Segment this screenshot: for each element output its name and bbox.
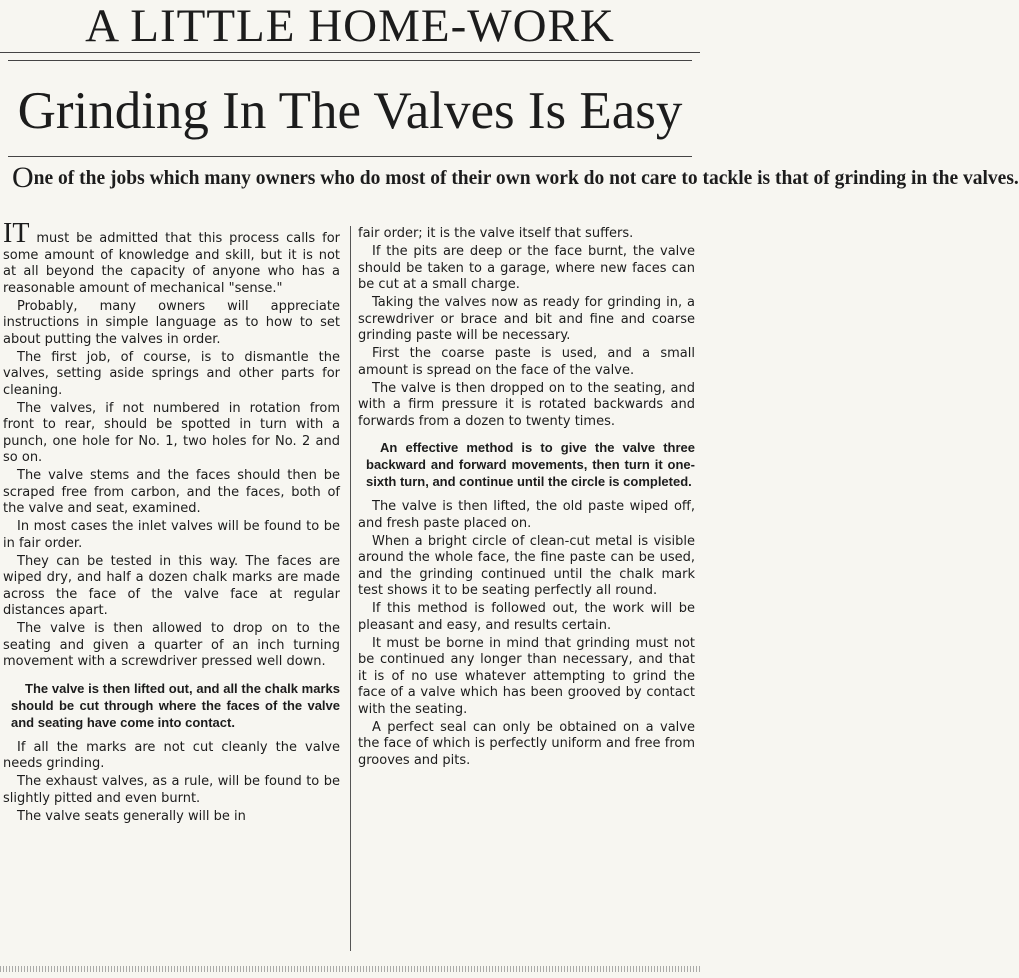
article-kicker: A LITTLE HOME-WORK	[0, 0, 700, 53]
paragraph: The valve seats generally will be in	[17, 808, 246, 824]
deck-drop-initial: O	[12, 161, 34, 194]
right-column	[358, 226, 695, 771]
paragraph: The first job, of course, is to dismantle the valves, setting aside springs and other parts for cleaning.	[3, 349, 340, 398]
paragraph: A perfect seal can only be obtained on a valve the face of which is perfectly uniform and free from grooves and pits.	[358, 719, 695, 768]
paragraph: The valve is then lifted, the old paste wiped off, and fresh paste placed on.	[358, 499, 695, 531]
paragraph: The valves, if not numbered in rotation from front to rear, should be spotted in turn with a punch, one hole for No. 1, two holes for No. 2 and so on.	[3, 400, 340, 465]
paragraph-text: must be admitted that this process calls for some amount of knowledge and skill, but it is not at all beyond the capacity of anyone who has a reasonable amount of mechanical "sense."	[3, 231, 341, 296]
paragraph: If this method is followed out, the work will be pleasant and easy, and results certain.	[358, 601, 695, 633]
kicker-rule	[8, 60, 692, 61]
article-deck	[12, 161, 1019, 194]
paragraph: The exhaust valves, as a rule, will be found to be slightly pitted and even burnt.	[3, 774, 340, 806]
paragraph: They can be tested in this way. The faces are wiped dry, and half a dozen chalk marks are made across the face of the valve face at regular distances apart.	[3, 553, 340, 618]
left-column	[3, 218, 341, 827]
paragraph: When a bright circle of clean-cut metal is visible around the whole face, the fine paste can be used, and the grinding continued until the chalk mark test shows it to be seating perfectly all round.	[358, 533, 695, 598]
column-divider	[350, 226, 351, 951]
paragraph: Taking the valves now as ready for grinding in, a screwdriver or brace and bit and fine and coarse grinding paste will be necessary.	[358, 295, 695, 343]
paragraph: It must be borne in mind that grinding must not be continued any longer than necessary, and that it is of no use whatever attempting to grind the face of a valve which has been grooved by contact with the seating.	[358, 635, 695, 717]
paragraph: In most cases the inlet valves will be found to be in fair order.	[3, 519, 340, 551]
paragraph	[3, 218, 341, 297]
paragraph: First the coarse paste is used, and a small amount is spread on the face of the valve.	[358, 346, 695, 378]
drop-cap: IT	[3, 218, 30, 249]
deck-text: ne of the jobs which many owners who do most of their own work do not care to tackle is that of grinding in the valves.	[33, 168, 1019, 189]
paragraph: If the pits are deep or the face burnt, the valve should be taken to a garage, where new faces can be cut at a small charge.	[358, 244, 695, 292]
paragraph: The valve is then dropped on to the seating, and with a firm pressure it is rotated backwards and forwards from a dozen to twenty times.	[358, 380, 695, 429]
paragraph: Probably, many owners will appreciate instructions in simple language as to how to set about putting the valves in order.	[3, 298, 340, 347]
article-headline: Grinding In The Valves Is Easy	[17, 82, 683, 140]
paragraph: The valve stems and the faces should then be scraped free from carbon, and the faces, both of the valve and seat, examined.	[3, 468, 340, 516]
paragraph: If all the marks are not cut cleanly the valve needs grinding.	[3, 739, 340, 771]
paragraph: fair order; it is the valve itself that suffers.	[358, 226, 634, 241]
highlighted-paragraph: An effective method is to give the valve three backward and forward movements, then turn it one-sixth turn, and continue until the circle is completed.	[366, 440, 695, 489]
paragraph: The valve is then allowed to drop on to the seating and given a quarter of an inch turning movement with a screwdriver pressed well down.	[3, 621, 340, 669]
bottom-dotted-rule	[0, 966, 700, 972]
highlighted-paragraph: The valve is then lifted out, and all the chalk marks should be cut through where the faces of the valve and seating have come into contact.	[11, 680, 340, 730]
headline-rule	[8, 156, 692, 157]
